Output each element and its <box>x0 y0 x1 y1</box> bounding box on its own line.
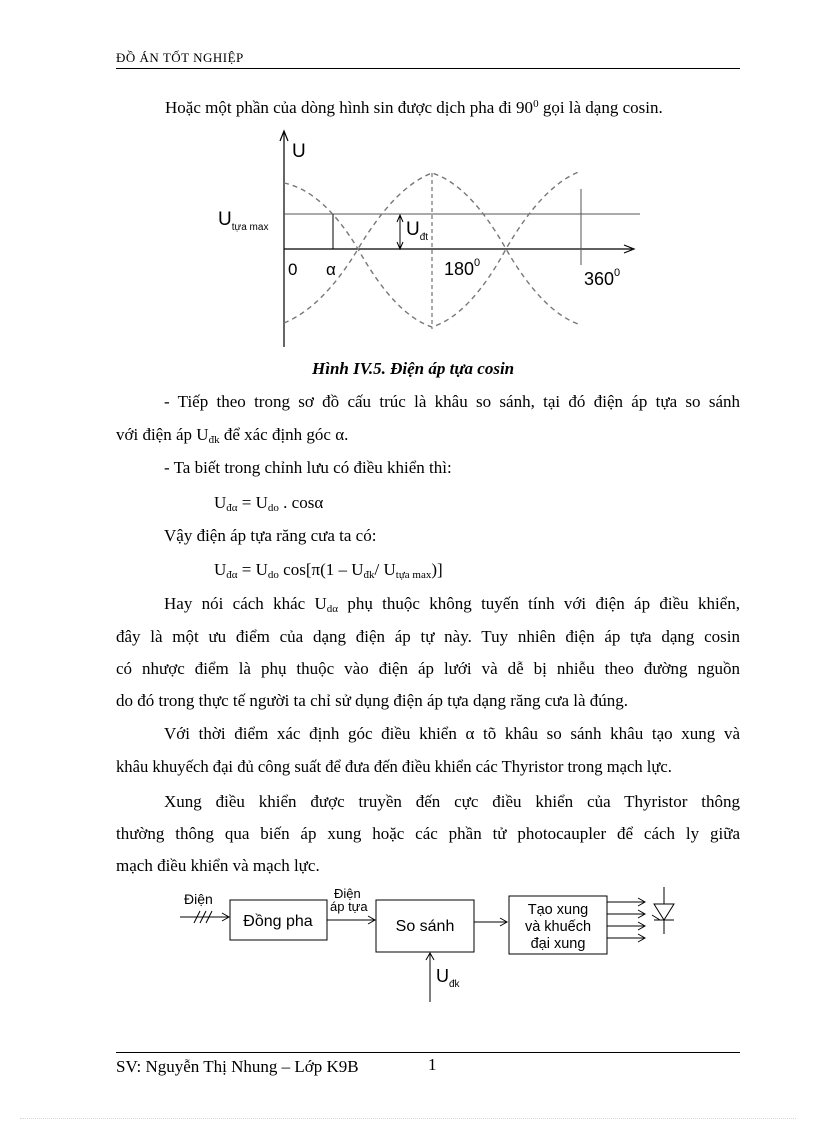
para1-line-2: đây là một ưu điểm của dạng điện áp tự này. Tuy nhiên điện áp tựa dạng cosin <box>116 627 740 646</box>
figure-caption: Hình IV.5. Điện áp tựa cosin <box>312 359 515 378</box>
body-line-3: - Ta biết trong chỉnh lưu có điều khiển thì: <box>164 458 452 477</box>
control-block-diagram <box>170 882 690 1007</box>
para1-line-3: có nhược điểm là phụ thuộc vào điện áp lưới và dễ bị nhiễu theo đường nguồn <box>116 659 740 678</box>
para3-line-1: Xung điều khiển được truyền đến cực điều khiển của Thyristor thông <box>164 792 740 811</box>
label-180: $180^0$ <box>444 257 481 279</box>
thyristor-icon <box>652 887 674 934</box>
page-number: 1 <box>428 1055 437 1074</box>
page-bottom-dotted-rule <box>20 1118 796 1119</box>
label-zero: 0 <box>288 260 298 279</box>
three-phase-marks <box>194 911 212 923</box>
input-label: Điện <box>184 891 213 907</box>
body-line-1: - Tiếp theo trong sơ đồ cấu trúc là khâu so sánh, tại đó điện áp tựa so sánh <box>164 392 740 411</box>
equation-1: $U_{đ\alpha} = U_{do}$ . cosα <box>214 493 324 514</box>
cosine-waveform-figure <box>200 125 660 350</box>
box-dong-pha-label: Đồng pha <box>243 913 313 930</box>
footer-author: SV: Nguyễn Thị Nhung – Lớp K9B <box>116 1057 359 1076</box>
footer-rule <box>116 1052 740 1053</box>
box-so-sanh-label: So sánh <box>395 918 455 935</box>
para3-line-2: thường thông qua biến áp xung hoặc các phần tử photocaupler để cách ly giữa <box>116 824 740 843</box>
intro-paragraph: Hoặc một phần của dòng hình sin được dịch pha đi $90^0$ gọi là dạng cosin. <box>165 98 663 117</box>
udk-label: $U_{đk}$ <box>436 966 460 990</box>
box-tao-xung-line-1: Tạo xung <box>527 902 589 918</box>
label-alpha: α <box>326 260 336 279</box>
label-utua-max: $U_{tựa max}$ <box>218 209 269 233</box>
label-udt: $U_{đt}$ <box>406 219 429 243</box>
page-header-title: ĐỒ ÁN TỐT NGHIỆP <box>116 50 244 65</box>
header-rule <box>116 68 740 69</box>
para2-line-2: khâu khuyếch đại đủ công suất để đưa đến điều khiển các Thyristor trong mạch lực. <box>116 757 672 776</box>
equation-2: $U_{đ\alpha} = U_{do}$ $\cos[\pi(1 - U_{đk}/$ $U_{tựa max}$)] <box>214 560 443 581</box>
para1-line-4: do đó trong thực tế người ta chỉ sử dụng điện áp tựa dạng răng cưa là đúng. <box>116 691 629 710</box>
link-label-line-2: áp tựa <box>330 899 368 914</box>
box-tao-xung-line-3: đại xung <box>530 936 586 952</box>
para3-line-3: mạch điều khiển và mạch lực. <box>116 856 320 875</box>
para1-line-1: Hay nói cách khác $U_{d\alpha}$ phụ thuộc không tuyến tính với điện áp điều khiển, <box>164 594 740 615</box>
para2-line-1: Với thời điểm xác định góc điều khiển α tõ khâu so sánh khâu tạo xung và <box>164 724 740 743</box>
output-arrows <box>607 898 645 942</box>
box-tao-xung-line-2: và khuếch <box>524 919 592 935</box>
body-line-4: Vậy điện áp tựa răng cưa ta có: <box>164 526 377 545</box>
axis-label-u: U <box>292 141 306 162</box>
label-360: $360^0$ <box>584 267 621 289</box>
body-line-2: với điện áp $U_{đk}$ để xác định góc α. <box>116 425 349 446</box>
link-label-line-1: Điện <box>334 886 361 901</box>
